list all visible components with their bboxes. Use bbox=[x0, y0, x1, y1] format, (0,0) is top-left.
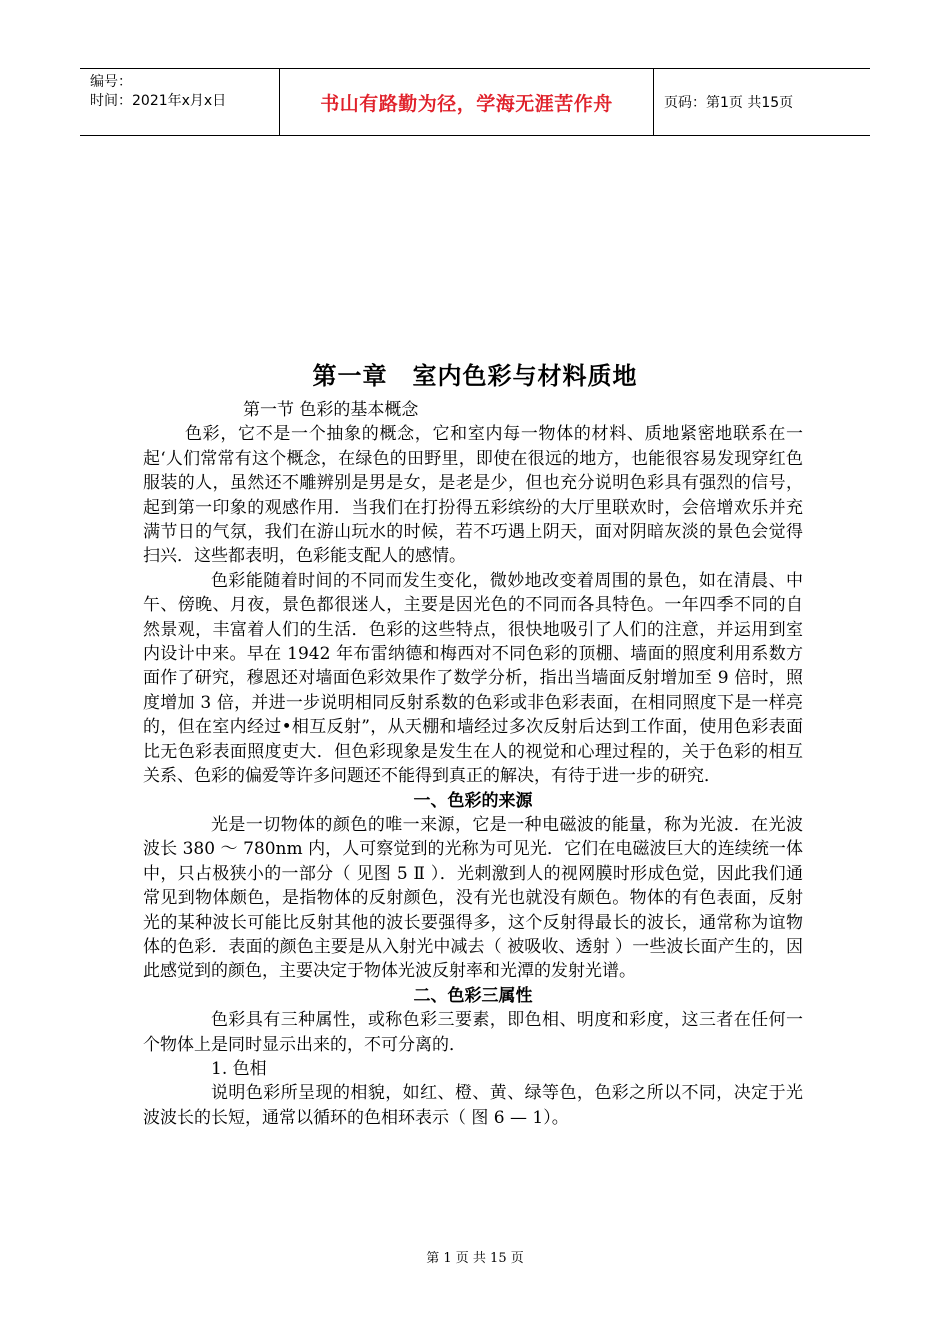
chapter-title: 第一章 室内色彩与材料质地 bbox=[312, 362, 638, 390]
time-label: 时间：2021年x月x日 bbox=[90, 93, 227, 109]
document-header bbox=[80, 68, 870, 136]
header-page-cell bbox=[654, 69, 870, 135]
paragraph: 光是一切物体的颜色的唯一来源，它是一种电磁波的能量，称为光波．在光波波长 380 ～ 780nm 内，人可察觉到的光称为可见光．它们在电磁波巨大的连续统一体中，只占极狭小的一部分（ 见图 5 Ⅱ ）．光刺激到人的视网膜时形成色觉，因此我们通常见到物体颇色，是指物体的反射颜色，没有光也就没有颇色。物体的有色表面，反射光的某种波长可能比反射其他的波长要强得多，这个反射得最长的波长，通常称为谊物体的色彩．表面的颜色主要是从入射光中减去（ 被吸收、透射 ）一些波长面产生的，因此感觉到的颜色，主要决定于物体光波反射率和光潭的发射光谱。 bbox=[143, 814, 803, 982]
document-body bbox=[143, 398, 803, 1130]
header-motto: 书山有路勤为径，学海无涯苦作舟 bbox=[320, 92, 613, 115]
section-heading: 一、色彩的来源 bbox=[413, 790, 533, 811]
section-title: 第一节 色彩的基本概念 bbox=[243, 400, 419, 420]
paragraph: 色彩，它不是一个抽象的概念，它和室内每一物体的材料、质地紧密地联系在一起‘人们常常有这个概念，在绿色的田野里，即使在很远的地方，也能很容易发现穿红色服装的人，虽然还不雕辨别是男是女，是老是少，但也充分说明色彩具有强烈的信号，起到第一印象的观感作用．当我们在打扮得五彩缤纷的大厅里联欢时，会倍增欢乐并充满节日的气氛，我们在游山玩水的时候，若不巧遇上阴天，面对阴暗灰淡的景色会觉得扫兴．这些都表明，色彩能支配人的感情。 bbox=[143, 424, 803, 567]
header-meta-cell bbox=[80, 69, 280, 135]
paragraph: 色彩具有三种属性，或称色彩三要素，即色相、明度和彩度，这三者在任何一个物体上是同时显示出来的，不可分离的． bbox=[143, 1010, 803, 1055]
header-motto-cell bbox=[280, 69, 654, 135]
number-label: 编号： bbox=[90, 74, 132, 90]
page-footer: 第 1 页 共 15 页 bbox=[426, 1251, 524, 1266]
paragraph: 说明色彩所呈现的相貌，如红、橙、黄、绿等色，色彩之所以不同，决定于光波波长的长短，通常以循环的色相环表示（ 图 6 — 1）。 bbox=[143, 1083, 803, 1128]
header-page-info: 页码：第1页 共15页 bbox=[664, 95, 794, 111]
list-heading: 1. 色相 bbox=[211, 1058, 267, 1079]
section-heading: 二、色彩三属性 bbox=[413, 985, 533, 1006]
paragraph: 色彩能随着时间的不同而发生变化，微妙地改变着周围的景色，如在清晨、中午、傍晚、月夜，景色都很迷人，主要是因光色的不同而各具特色。一年四季不同的自然景观，丰富着人们的生活．色彩的这些特点，很快地吸引了人们的注意，并运用到室内设计中来。早在 1942 年布雷纳德和梅西对不同色彩的顶棚、墙面的照度利用系数方面作了研究，穆恩还对墙面色彩效果作了数学分析，指出当墙面反射增加至 9 倍时，照度增加 3 倍，并进一步说明相同反射系数的色彩或非色彩表面，在相同照度下是一样亮的，但在室内经过•相互反射”，从天棚和墙经过多次反射后达到工作面，使用色彩表面比无色彩表面照度吏大．但色彩现象是发生在人的视觉和心理过程的，关于色彩的相互关系、色彩的偏爱等许多问题还不能得到真正的解决，有待于进一步的研究． bbox=[143, 570, 803, 787]
